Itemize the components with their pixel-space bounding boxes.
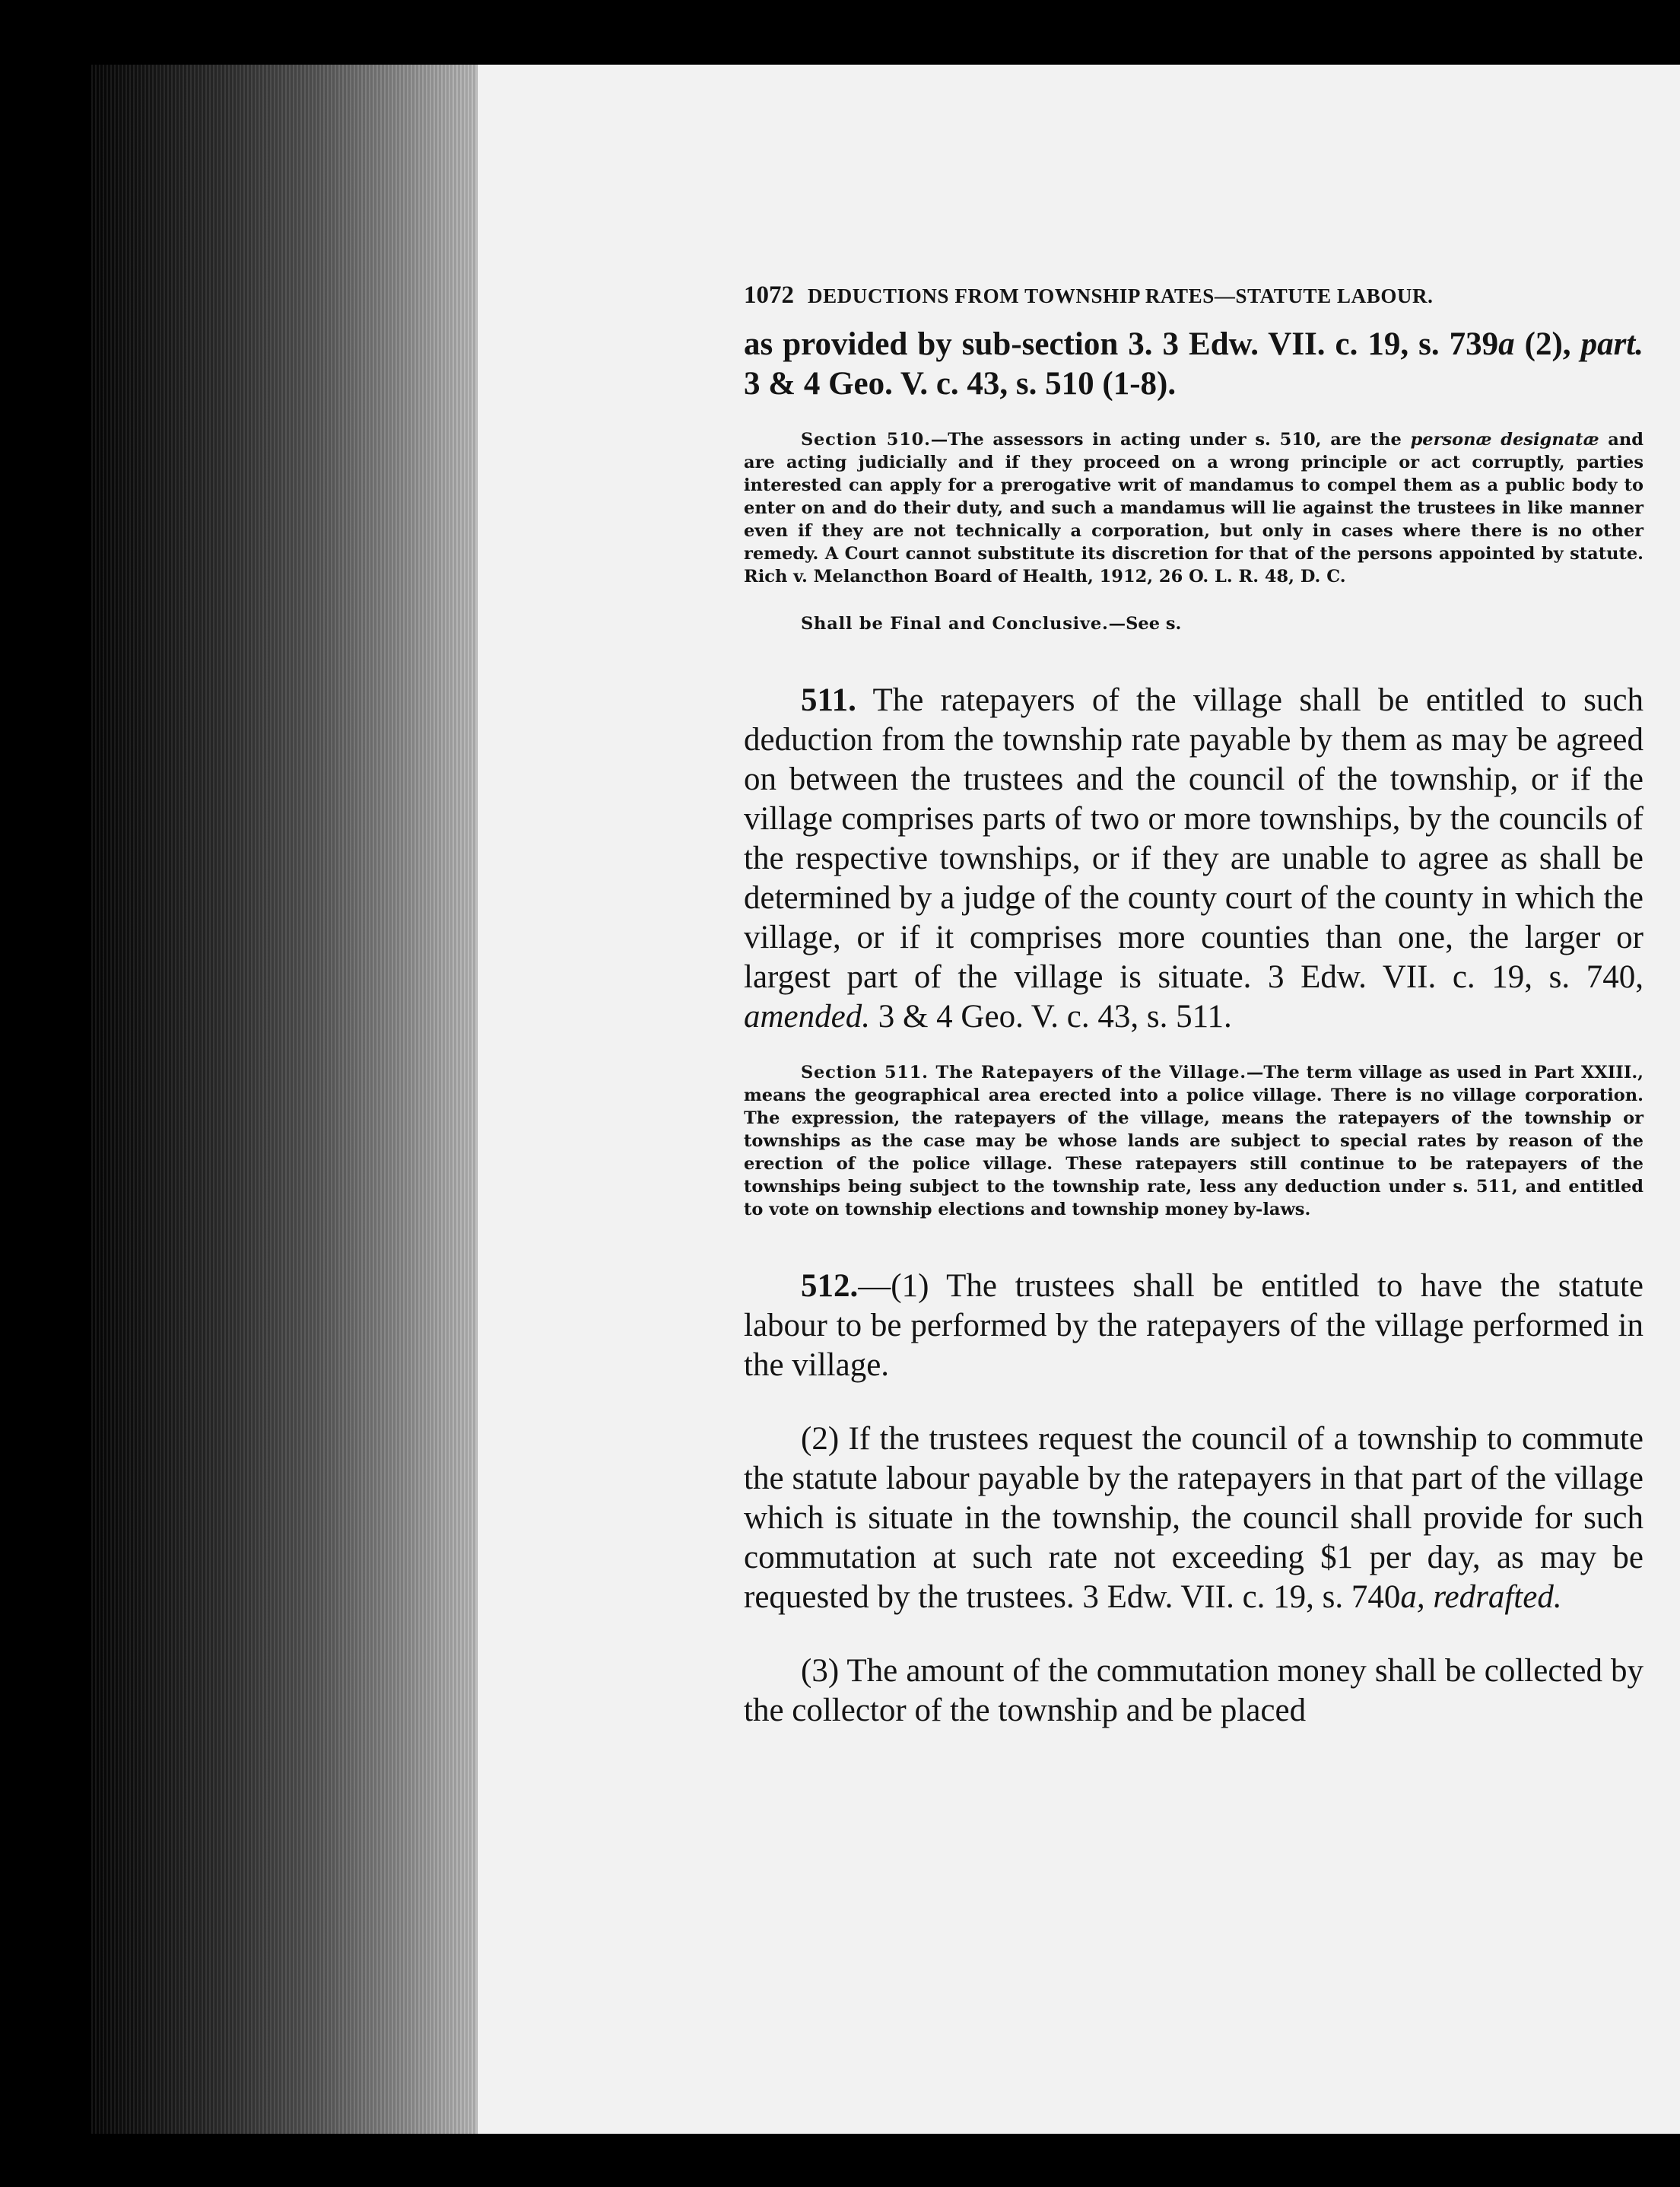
section-512-2: (2) If the trustees request the council of a township to commute the statute labour payable by the ratepayers in that part of the village which is situate in the township, the council shall provide for such commutation at such rate not exceeding $1 per day, as may be requested by the trustees. 3 Edw. VII. c. 19, s. 740a, redrafted.	[744, 1421, 1643, 1615]
page-number: 1072	[744, 281, 794, 309]
section-511: 511. The ratepayers of the village shall be entitled to such deduction from the township rate payable by them as may be agreed on between the trustees and the council of the township, or if the village comprises parts of two or more townships, by the councils of the respective townships, or if they are unable to agree as shall be determined by a judge of the county court of the county in which the village, or if it comprises more counties than one, the larger or largest part of the village is situate. 3 Edw. VII. c. 19, s. 740, amended. 3 & 4 Geo. V. c. 43, s. 511.	[744, 682, 1643, 1035]
annotation-label: Section 511. The Ratepayers of the Village.	[801, 1063, 1247, 1082]
section-512-1: 512.—(1) The trustees shall be entitled to have the statute labour to be performed by the ratepayers of the village performed in the village.	[744, 1268, 1643, 1383]
section-number: 511.	[801, 682, 856, 718]
annotation-label: Section 510.	[801, 430, 931, 450]
book-page-edges	[91, 65, 479, 2134]
running-head	[744, 281, 1643, 310]
running-head-title: DEDUCTIONS FROM TOWNSHIP RATES—STATUTE LABOUR.	[808, 285, 1434, 307]
section-512-3: (3) The amount of the commutation money shall be collected by the collector of the township and be placed	[744, 1653, 1643, 1728]
annotation-section-510: Section 510.—The assessors in acting under s. 510, are the personæ designatæ and are acting judicially and if they proceed on a wrong principle or act corruptly, parties interested can apply for a prerogative writ of mandamus to compel them as a public body to enter on and do their duty, and such a mandamus will lie against the trustees in like manner even if they are not technically a corporation, but only in cases where there is no other remedy. A Court cannot substitute its discretion for that of the persons appointed by statute. Rich v. Melancthon Board of Health, 1912, 26 O. L. R. 48, D. C.	[744, 430, 1643, 586]
section-number: 512.	[801, 1268, 859, 1304]
book-page	[478, 65, 1680, 2134]
annotation-label: Shall be Final and Conclusive.	[801, 614, 1109, 634]
annotation-final-conclusive: Shall be Final and Conclusive.—See s.	[801, 614, 1182, 634]
page-content	[744, 281, 1680, 1731]
annotation-section-511: Section 511. The Ratepayers of the Village.—The term village as used in Part XXIII., means the geographical area erected into a police village. There is no village corporation. The expression, the ratepayers of the village, means the ratepayers of the township or townships as the case may be whose lands are subject to special rates by reason of the erection of the police village. These ratepayers still continue to be ratepayers of the townships being subject to the township rate, less any deduction under s. 511, and entitled to vote on township elections and township money by-laws.	[744, 1063, 1644, 1219]
paragraph-continuation: as provided by sub-section 3. 3 Edw. VII. c. 19, s. 739a (2), part. 3 & 4 Geo. V. c. 43, s. 510 (1-8).	[744, 326, 1644, 402]
